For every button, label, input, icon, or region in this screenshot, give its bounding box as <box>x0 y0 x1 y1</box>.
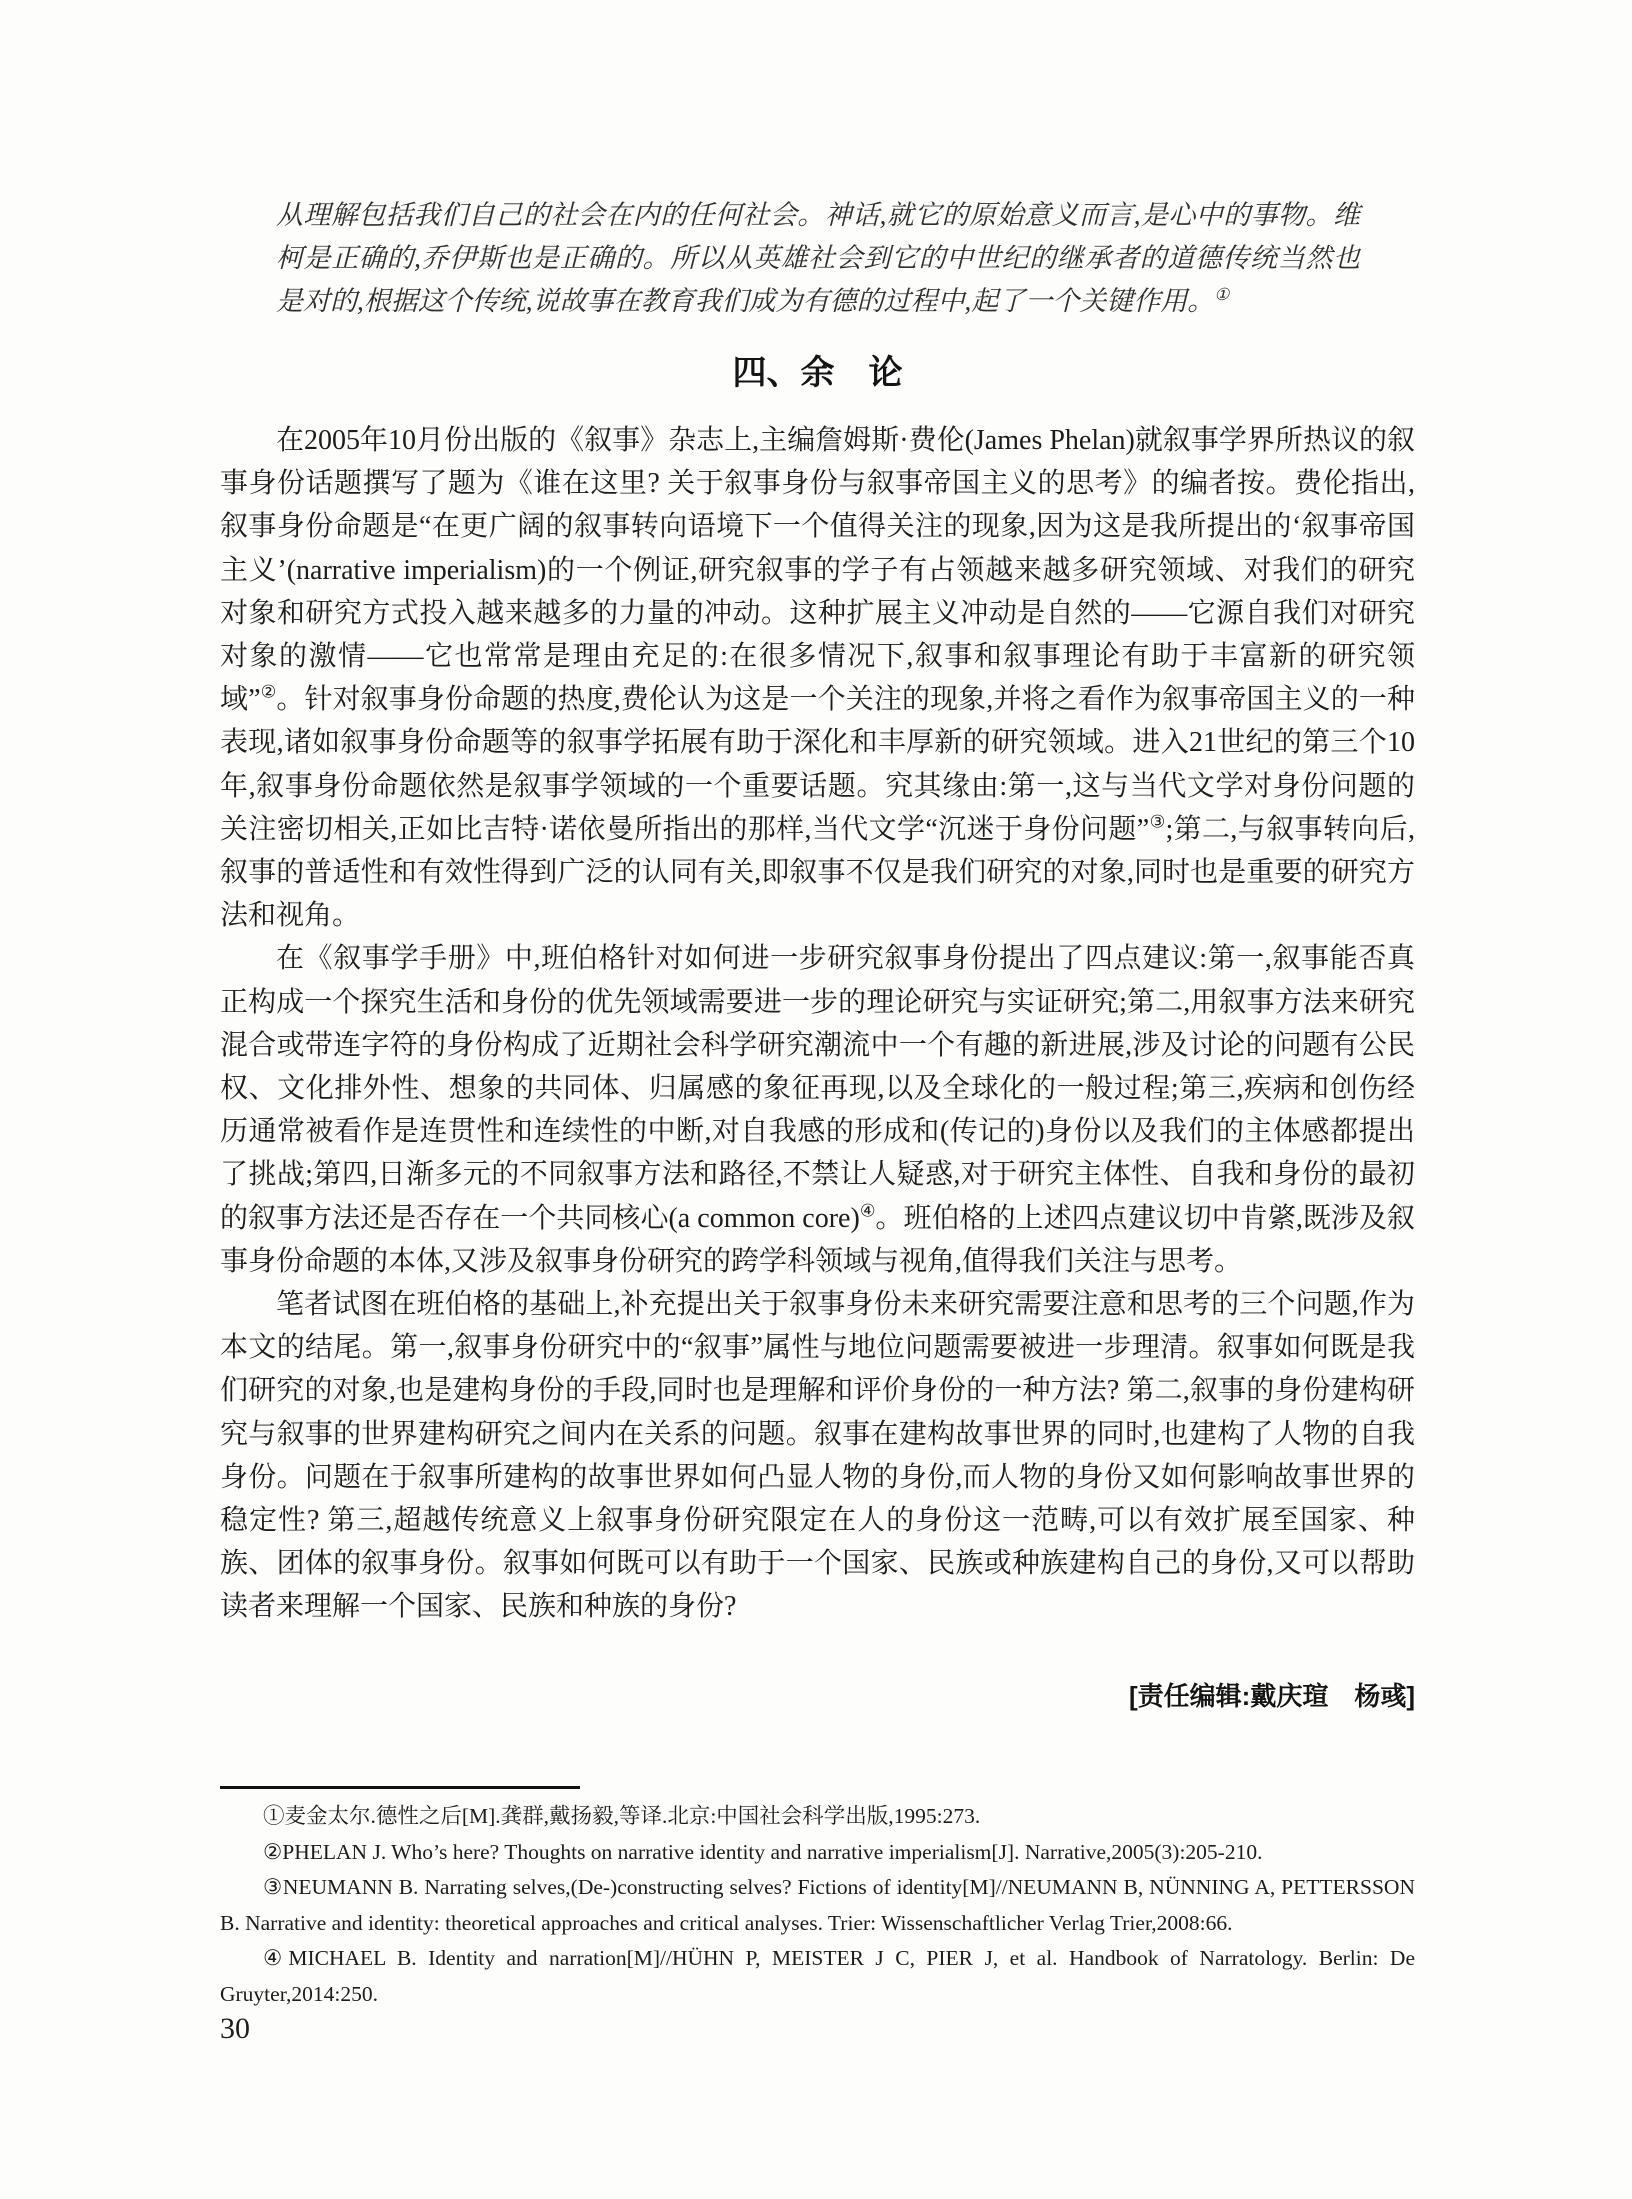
paragraph-2: 在《叙事学手册》中,班伯格针对如何进一步研究叙事身份提出了四点建议:第一,叙事能否真正构成一个探究生活和身份的优先领域需要进一步的理论研究与实证研究;第二,用叙事方法来研究混合或带连字符的身份构成了近期社会科学研究潮流中一个有趣的新进展,涉及讨论的问题有公民权、文化排外性、想象的共同体、归属感的象征再现,以及全球化的一般过程;第三,疾病和创伤经历通常被看作是连贯性和连续性的中断,对自我感的形成和(传记的)身份以及我们的主体感都提出了挑战;第四,日渐多元的不同叙事方法和路径,不禁让人疑惑,对于研究主体性、自我和身份的最初的叙事方法还是否存在一个共同核心(a common core)④。班伯格的上述四点建议切中肯綮,既涉及叙事身份命题的本体,又涉及叙事身份研究的跨学科领域与视角,值得我们关注与思考。 <box>220 943 1415 1277</box>
footnote-marker: ④ <box>859 1201 876 1221</box>
footnote-2: ②PHELAN J. Who’s here? Thoughts on narrative identity and narrative imperialism[J]. Narrative,2005(3):205-210. <box>263 1839 1263 1864</box>
footnote-4: ④MICHAEL B. Identity and narration[M]//HÜHN P, MEISTER J C, PIER J, et al. Handbook of Narratology. Berlin: De Gruyter,2014:250. <box>220 1946 1415 2006</box>
footnote-marker: ② <box>260 682 277 702</box>
block-quote: 从理解包括我们自己的社会在内的任何社会。神话,就它的原始意义而言,是心中的事物。维柯是正确的,乔伊斯也是正确的。所以从英雄社会到它的中世纪的继承者的道德传统当然也是对的,根据这个传统,说故事在教育我们成为有德的过程中,起了一个关键作用。① <box>276 200 1360 316</box>
body-text <box>220 419 1415 1629</box>
footnote-3: ③NEUMANN B. Narrating selves,(De-)constructing selves? Fictions of identity[M]//NEUMANN B, NÜNNING A, PETTERSSON B. Narrative and identity: theoretical approaches and critical analyses. Trier: Wissenschaftlicher Verlag Trier,2008:66. <box>220 1875 1415 1935</box>
paragraph-1: 在2005年10月份出版的《叙事》杂志上,主编詹姆斯·费伦(James Phelan)就叙事学界所热议的叙事身份话题撰写了题为《谁在这里? 关于叙事身份与叙事帝国主义的思考》的编者按。费伦指出,叙事身份命题是“在更广阔的叙事转向语境下一个值得关注的现象,因为这是我所提出的‘叙事帝国主义’(narrative imperialism)的一个例证,研究叙事的学子有占领越来越多研究领域、对我们的研究对象和研究方式投入越来越多的力量的冲动。这种扩展主义冲动是自然的——它源自我们对研究对象的激情——它也常常是理由充足的:在很多情况下,叙事和叙事理论有助于丰富新的研究领域”②。针对叙事身份命题的热度,费伦认为这是一个关注的现象,并将之看作为叙事帝国主义的一种表现,诸如叙事身份命题等的叙事学拓展有助于深化和丰厚新的研究领域。进入21世纪的第三个10年,叙事身份命题依然是叙事学领域的一个重要话题。究其缘由:第一,这与当代文学对身份问题的关注密切相关,正如比吉特·诺依曼所指出的那样,当代文学“沉迷于身份问题”③;第二,与叙事转向后,叙事的普适性和有效性得到广泛的认同有关,即叙事不仅是我们研究的对象,同时也是重要的研究方法和视角。 <box>220 425 1416 932</box>
responsible-editor-credit: [责任编辑:戴庆瑄 杨彧] <box>1129 1681 1415 1711</box>
section-heading: 四、余 论 <box>732 354 903 392</box>
footnote-1: ①麦金太尔.德性之后[M].龚群,戴扬毅,等译.北京:中国社会科学出版,1995:273. <box>263 1804 981 1828</box>
footnotes <box>220 1799 1415 2012</box>
footnote-divider <box>220 1786 580 1789</box>
footnote-marker: ③ <box>1149 812 1166 832</box>
footnote-marker: ① <box>1214 285 1230 304</box>
page-number: 30 <box>220 2012 250 2045</box>
paragraph-3: 笔者试图在班伯格的基础上,补充提出关于叙事身份未来研究需要注意和思考的三个问题,作为本文的结尾。第一,叙事身份研究中的“叙事”属性与地位问题需要被进一步理清。叙事如何既是我们研究的对象,也是建构身份的手段,同时也是理解和评价身份的一种方法? 第二,叙事的身份建构研究与叙事的世界建构研究之间内在关系的问题。叙事在建构故事世界的同时,也建构了人物的自我身份。问题在于叙事所建构的故事世界如何凸显人物的身份,而人物的身份又如何影响故事世界的稳定性? 第三,超越传统意义上叙事身份研究限定在人的身份这一范畴,可以有效扩展至国家、种族、团体的叙事身份。叙事如何既可以有助于一个国家、民族或种族建构自己的身份,又可以帮助读者来理解一个国家、民族和种族的身份? <box>220 1289 1415 1623</box>
